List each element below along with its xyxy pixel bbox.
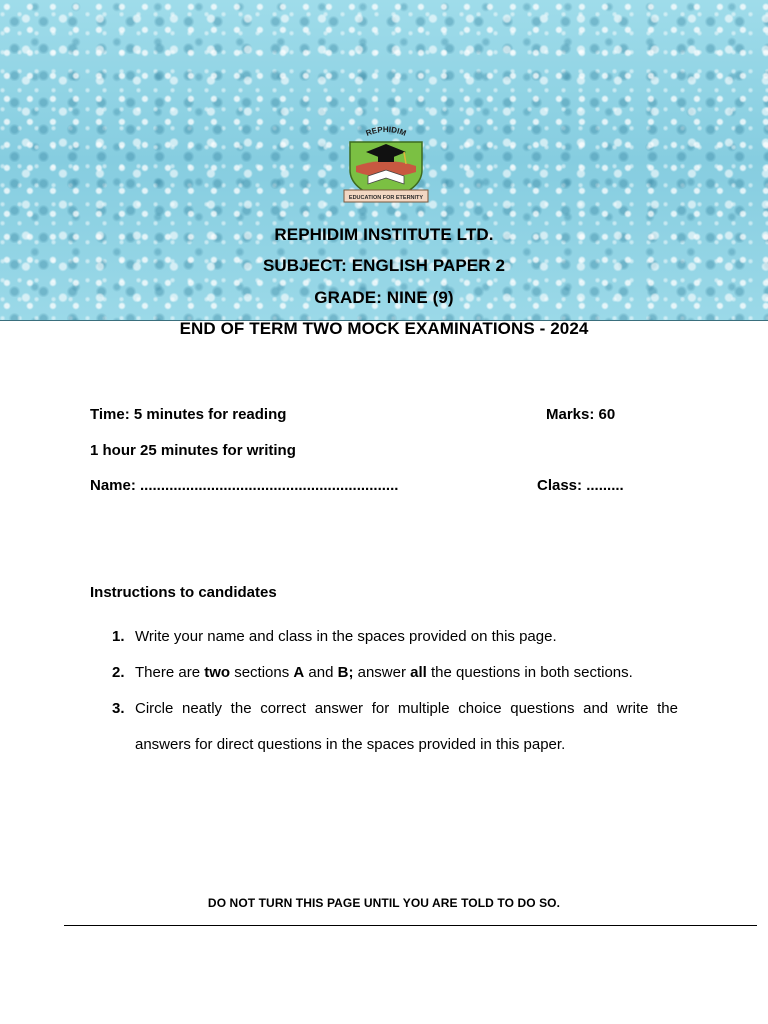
school-logo	[338, 120, 434, 208]
marks-label: Marks: 60	[546, 406, 616, 423]
svg-text:EDUCATION FOR ETERNITY: EDUCATION FOR ETERNITY	[348, 195, 424, 201]
item-number: 2.	[112, 664, 125, 681]
svg-text:REPHIDIM: REPHIDIM	[364, 124, 408, 138]
list-item	[90, 691, 678, 763]
item-number: 3.	[112, 700, 125, 717]
rephidim-crest-icon	[338, 120, 434, 208]
item-text: Write your name and class in the spaces provided on this page.	[135, 628, 557, 645]
exam-title: END OF TERM TWO MOCK EXAMINATIONS - 2024	[179, 319, 589, 338]
class-field[interactable]: Class: .........	[537, 477, 624, 494]
footer-divider	[64, 925, 757, 926]
time-writing: 1 hour 25 minutes for writing	[90, 442, 296, 459]
instructions-list	[90, 619, 678, 763]
name-field[interactable]: Name: ..............................................................	[90, 477, 399, 494]
list-item	[90, 619, 678, 655]
item-text: Circle neatly the correct answer for multiple choice questions and write the answers for direct questions in the spaces provided in this paper.	[135, 700, 678, 753]
grade-title: GRADE: NINE (9)	[314, 288, 454, 307]
list-item	[90, 655, 678, 691]
item-number: 1.	[112, 628, 125, 645]
subject-title: SUBJECT: ENGLISH PAPER 2	[262, 256, 506, 275]
instructions-title: Instructions to candidates	[90, 584, 277, 601]
item-text: There are two sections A and B; answer all the questions in both sections.	[135, 664, 633, 681]
time-reading: Time: 5 minutes for reading	[90, 406, 287, 423]
footer-notice: DO NOT TURN THIS PAGE UNTIL YOU ARE TOLD TO DO SO.	[207, 896, 561, 910]
institution-name: REPHIDIM INSTITUTE LTD.	[274, 225, 494, 244]
